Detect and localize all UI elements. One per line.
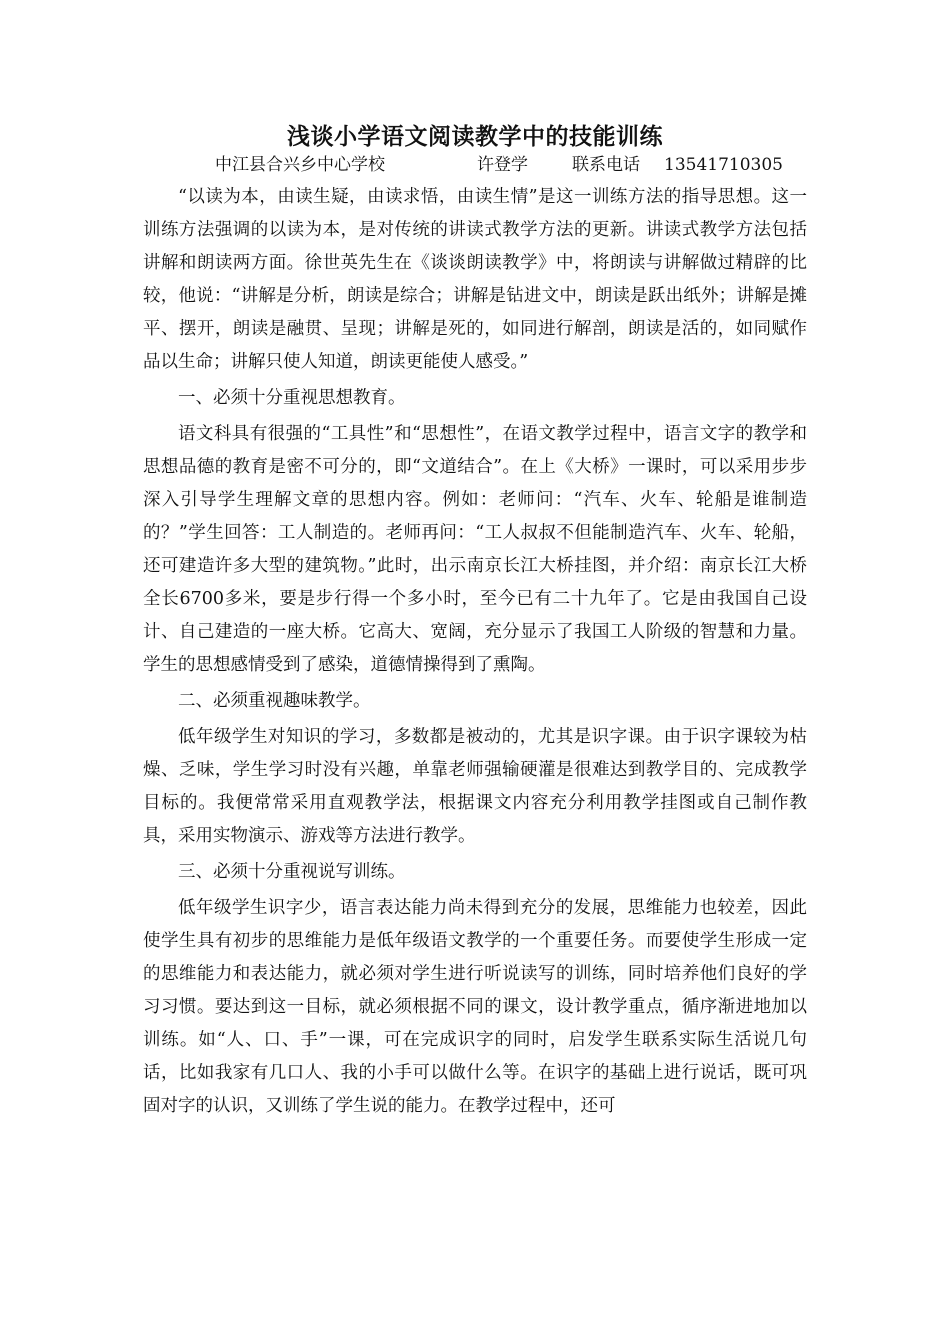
paragraph-intro: “以读为本，由读生疑，由读求悟，由读生情”是这一训练方法的指导思想。这一训练方法强调的以读为本，是对传统的讲读式教学方法的更新。讲读式教学方法包括讲解和朗读两方面。徐世英先生在《谈谈朗读教学》中，将朗读与讲解做过精辟的比较，他说：“讲解是分析，朗读是综合；讲解是钻进文中，朗读是跃出纸外；讲解是摊平、摆开，朗读是融贯、呈现；讲解是死的，如同进行解剖，朗读是活的，如同赋作品以生命；讲解只使人知道，朗读更能使人感受。” [143, 187, 807, 372]
byline-author: 许登学 [477, 155, 528, 175]
section-heading-2: 二、必须重视趣味教学。 [178, 691, 371, 711]
byline-phone: 13541710305 [664, 155, 783, 175]
section-heading-1: 一、必须十分重视思想教育。 [178, 388, 406, 408]
paragraph-section-2: 低年级学生对知识的学习，多数都是被动的，尤其是识字课。由于识字课较为枯燥、乏味，学生学习时没有兴趣，单靠老师强输硬灌是很难达到教学目的、完成教学目标的。我便常常采用直观教学法，根据课文内容充分利用教学挂图或自己制作教具，采用实物演示、游戏等方法进行教学。 [143, 727, 807, 846]
paragraph-section-1: 语文科具有很强的“工具性”和“思想性”，在语文教学过程中，语言文字的教学和思想品德的教育是密不可分的，即“文道结合”。在上《大桥》一课时，可以采用步步深入引导学生理解文章的思想内容。例如：老师问：“汽车、火车、轮船是谁制造的？”学生回答：工人制造的。老师再问：“工人叔叔不但能制造汽车、火车、轮船，还可建造许多大型的建筑物。”此时，出示南京长江大桥挂图，并介绍：南京长江大桥全长6700多米，要是步行得一个多小时，至今已有二十九年了。它是由我国自己设计、自己建造的一座大桥。它高大、宽阔，充分显示了我国工人阶级的智慧和力量。学生的思想感情受到了感染，道德情操得到了熏陶。 [143, 424, 807, 675]
byline-school: 中江县合兴乡中心学校 [215, 155, 385, 175]
section-heading-3: 三、必须十分重视说写训练。 [178, 862, 406, 882]
byline-phone-label: 联系电话 [572, 155, 640, 175]
document-body [143, 181, 807, 1123]
document-title: 浅谈小学语文阅读教学中的技能训练 [287, 123, 663, 150]
byline [215, 150, 783, 175]
paragraph-section-3: 低年级学生识字少，语言表达能力尚未得到充分的发展，思维能力也较差，因此使学生具有初步的思维能力是低年级语文教学的一个重要任务。而要使学生形成一定的思维能力和表达能力，就必须对学生进行听说读写的训练，同时培养他们良好的学习习惯。要达到这一目标，就必须根据不同的课文，设计教学重点，循序渐进地加以训练。如“人、口、手”一课，可在完成识字的同时，启发学生联系实际生活说几句话，比如我家有几口人、我的小手可以做什么等。在识字的基础上进行说话，既可巩固对字的认识，又训练了学生说的能力。在教学过程中，还可 [143, 898, 807, 1116]
